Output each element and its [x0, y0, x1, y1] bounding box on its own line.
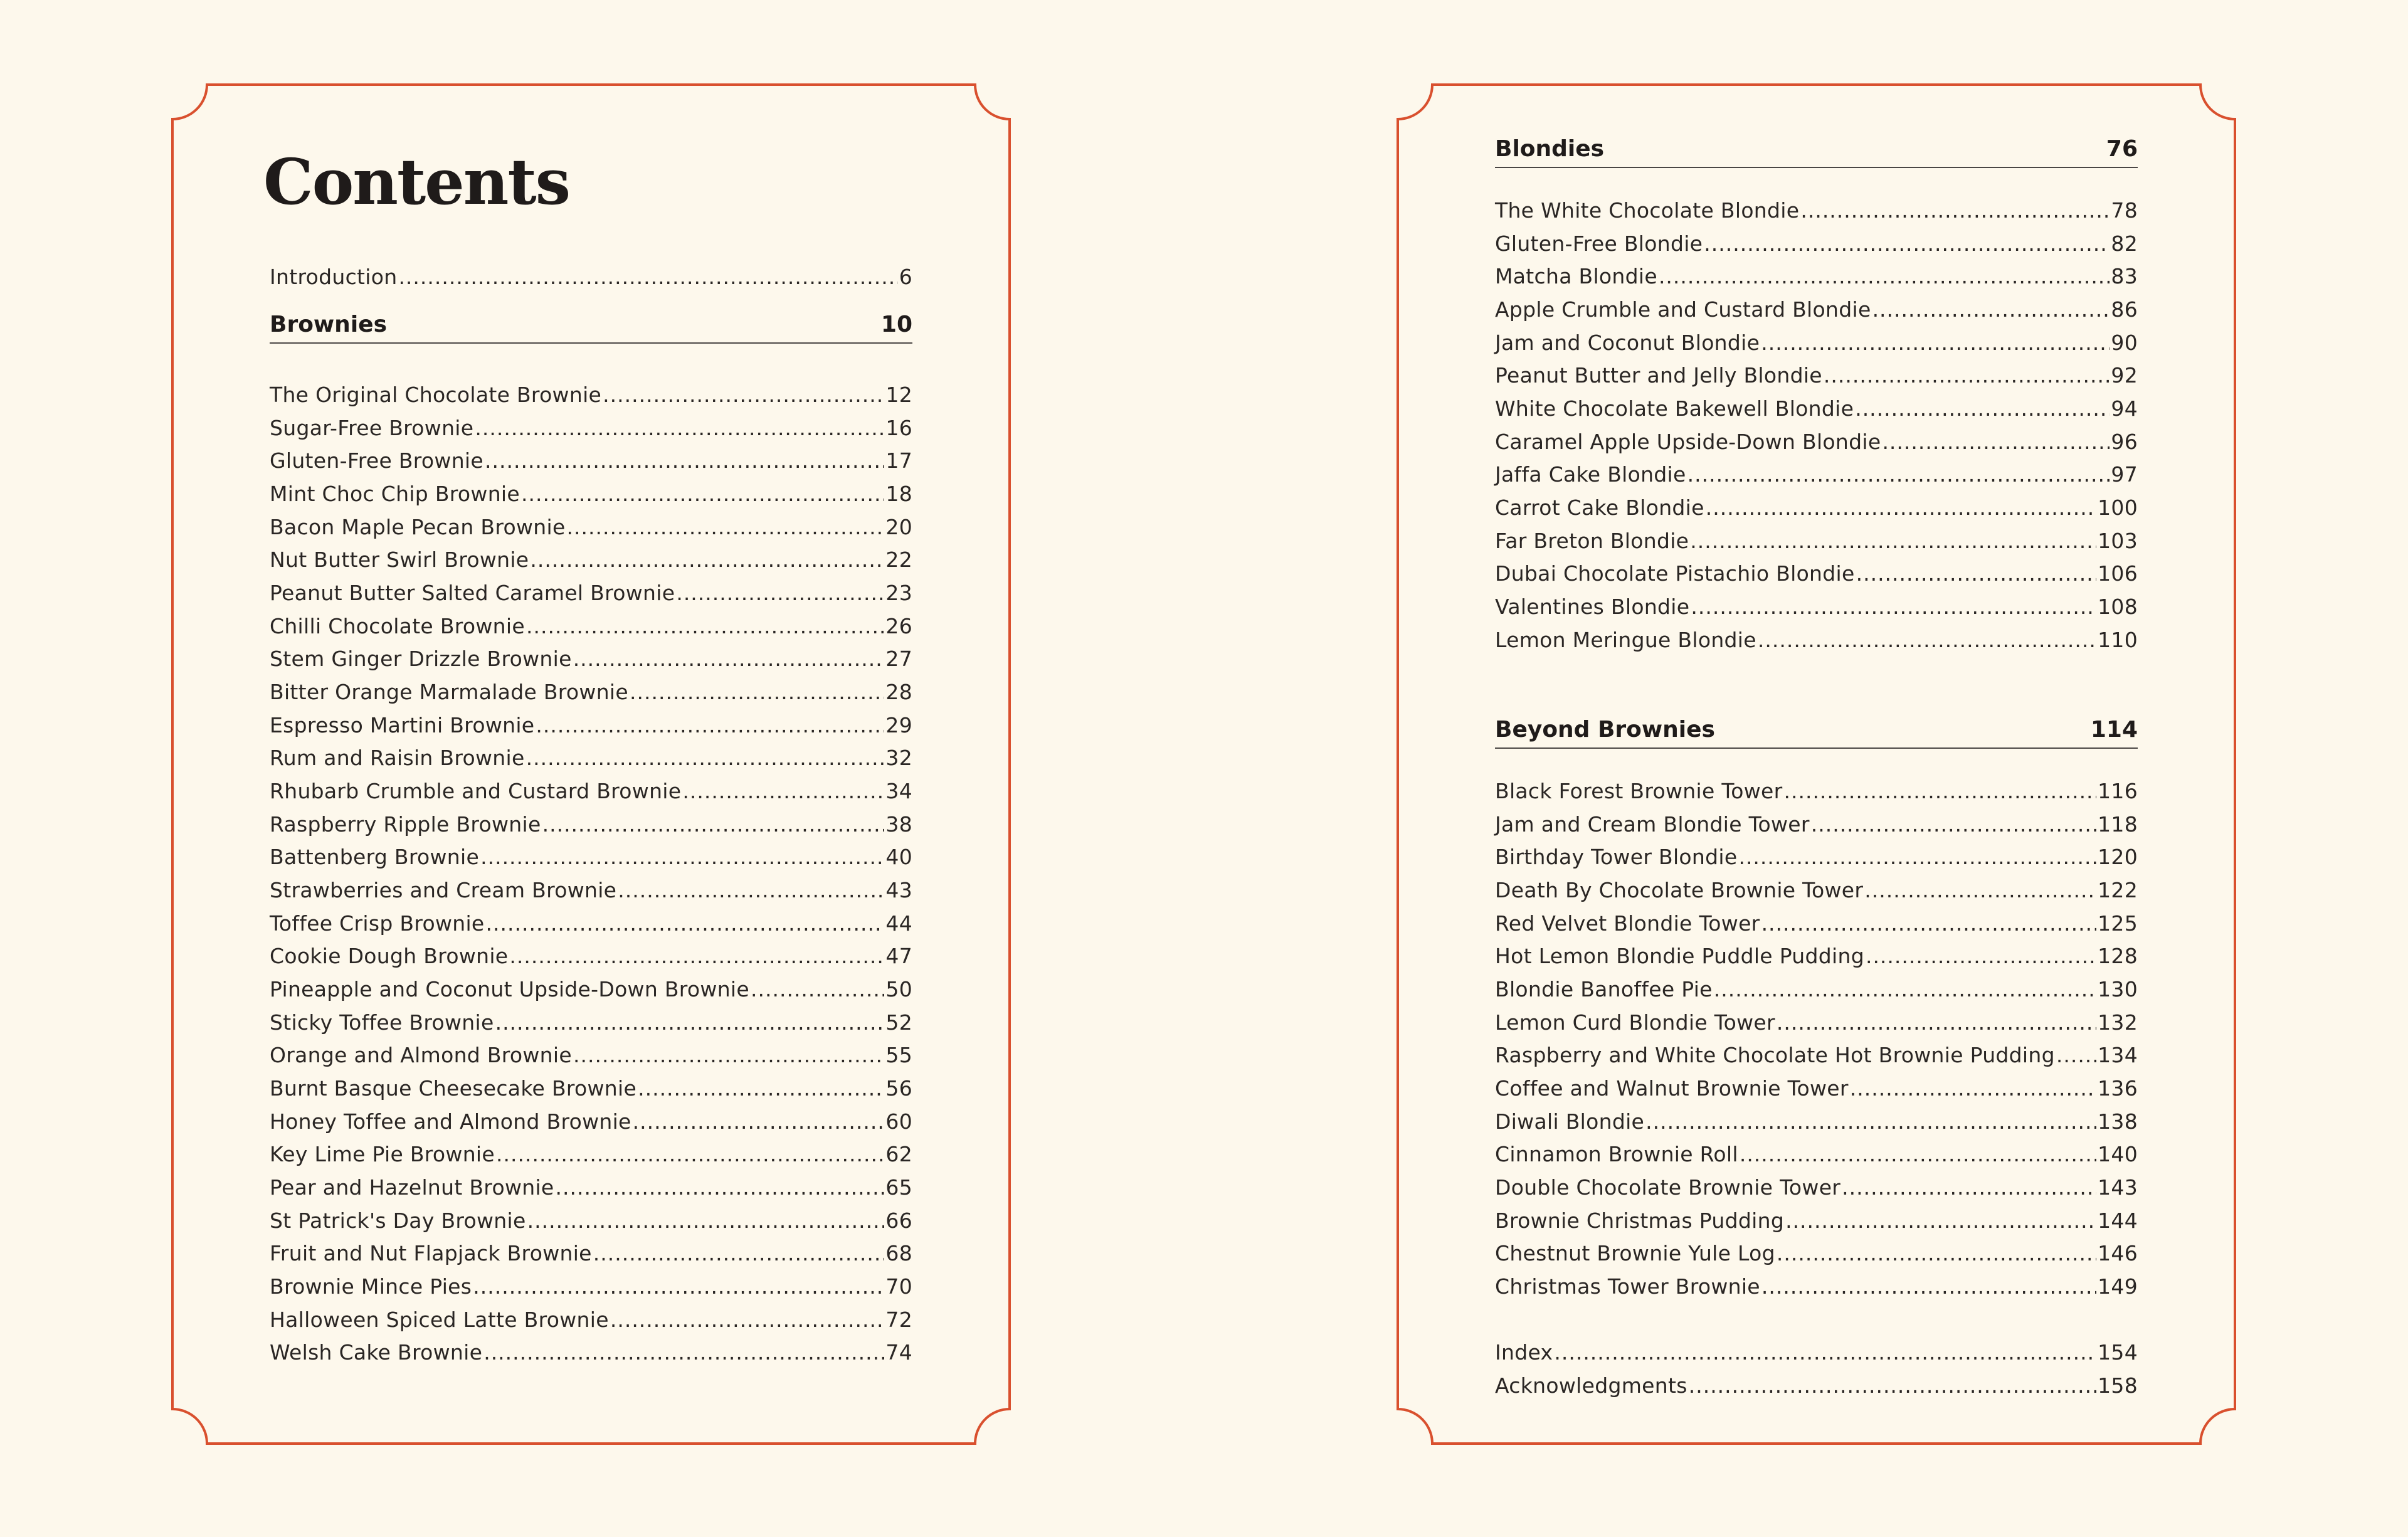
section-title: Brownies: [270, 312, 387, 337]
entry-title: Far Breton Blondie: [1495, 529, 1689, 553]
entry-page: 50: [885, 977, 912, 1001]
entry-page: 47: [885, 944, 912, 968]
entry-page: 29: [885, 713, 912, 737]
entry-page: 12: [885, 383, 912, 407]
entry-title: Rhubarb Crumble and Custard Brownie: [270, 779, 682, 803]
entry-title: Diwali Blondie: [1495, 1109, 1645, 1134]
dot-leader: [1645, 1106, 2096, 1138]
toc-entry[interactable]: [1495, 841, 2138, 874]
dot-leader: [556, 1171, 885, 1204]
toc-entry[interactable]: [1495, 194, 2138, 227]
toc-entry-acknowledgments[interactable]: [1495, 1370, 2138, 1402]
contents-title: Contents: [263, 145, 570, 219]
toc-entry[interactable]: [1495, 260, 2138, 293]
entry-title: Strawberries and Cream Brownie: [270, 878, 617, 902]
section-title: Blondies: [1495, 136, 1605, 162]
dot-leader: [1811, 808, 2096, 841]
toc-entry[interactable]: [270, 379, 912, 411]
entry-title: Double Chocolate Brownie Tower: [1495, 1175, 1841, 1200]
toc-entry[interactable]: [270, 775, 912, 808]
dot-leader: [1659, 260, 2110, 293]
entry-title: Battenberg Brownie: [270, 845, 480, 869]
entry-page: 55: [885, 1043, 912, 1067]
toc-entry[interactable]: [270, 874, 912, 907]
entry-title: Acknowledgments: [1495, 1373, 1687, 1398]
toc-entry[interactable]: [1495, 1138, 2138, 1171]
entry-title: Bacon Maple Pecan Brownie: [270, 515, 566, 539]
dot-leader: [1704, 228, 2110, 260]
entry-page: 143: [2098, 1175, 2138, 1200]
toc-entry[interactable]: [1495, 327, 2138, 359]
toc-entry[interactable]: [270, 445, 912, 477]
dot-leader: [1842, 1171, 2096, 1204]
dot-leader: [542, 808, 885, 841]
entry-title: White Chocolate Bakewell Blondie: [1495, 396, 1854, 421]
entry-page: 20: [885, 515, 912, 539]
toc-entry[interactable]: [270, 1205, 912, 1237]
dot-leader: [1800, 194, 2110, 227]
entry-title: Jam and Cream Blondie Tower: [1495, 812, 1810, 837]
entry-page: 68: [885, 1241, 912, 1265]
entry-title: Valentines Blondie: [1495, 594, 1690, 619]
entry-title: Nut Butter Swirl Brownie: [270, 547, 529, 572]
toc-entry[interactable]: [1495, 1039, 2138, 1072]
toc-entry[interactable]: [270, 412, 912, 445]
entry-page: 128: [2098, 944, 2138, 968]
dot-leader: [638, 1072, 884, 1105]
entry-page: 96: [2111, 430, 2138, 454]
toc-entry-index[interactable]: [1495, 1336, 2138, 1369]
dot-leader: [483, 1336, 884, 1369]
dot-leader: [1785, 1205, 2096, 1237]
toc-entry[interactable]: [270, 511, 912, 544]
entry-title: Red Velvet Blondie Tower: [1495, 911, 1760, 936]
toc-entry[interactable]: [1495, 624, 2138, 657]
toc-entry[interactable]: [1495, 973, 2138, 1006]
dot-leader: [536, 709, 884, 742]
entry-title: The White Chocolate Blondie: [1495, 198, 1800, 223]
toc-entry[interactable]: [270, 676, 912, 709]
entry-page: 130: [2098, 977, 2138, 1001]
dot-leader: [618, 874, 884, 907]
entry-title: Coffee and Walnut Brownie Tower: [1495, 1076, 1849, 1101]
entry-title: Black Forest Brownie Tower: [1495, 779, 1783, 803]
dot-leader: [1864, 874, 2096, 907]
entry-title: Index: [1495, 1340, 1553, 1365]
dot-leader: [633, 1106, 885, 1138]
entry-title: Mint Choc Chip Brownie: [270, 482, 520, 506]
toc-entry[interactable]: [1495, 557, 2138, 590]
dot-leader: [1554, 1336, 2096, 1369]
dot-leader: [1783, 775, 2096, 808]
toc-entry[interactable]: [270, 1304, 912, 1336]
section-page: 10: [880, 312, 912, 337]
dot-leader: [751, 973, 884, 1006]
dot-leader: [485, 445, 884, 477]
entry-title: Raspberry Ripple Brownie: [270, 812, 541, 837]
entry-page: 72: [885, 1307, 912, 1332]
toc-entry[interactable]: [270, 478, 912, 510]
section-page: 114: [2090, 717, 2138, 742]
entry-page: 94: [2111, 396, 2138, 421]
entry-title: Welsh Cake Brownie: [270, 1340, 483, 1365]
entry-title: Fruit and Nut Flapjack Brownie: [270, 1241, 592, 1265]
toc-entry[interactable]: [270, 1138, 912, 1171]
entry-page: 66: [885, 1208, 912, 1233]
entry-page: 90: [2111, 330, 2138, 355]
entry-title: Brownie Mince Pies: [270, 1274, 472, 1299]
toc-entry[interactable]: [1495, 874, 2138, 907]
entry-page: 6: [899, 265, 912, 289]
dot-leader: [486, 907, 885, 940]
entry-title: Orange and Almond Brownie: [270, 1043, 572, 1067]
toc-entry[interactable]: [270, 709, 912, 742]
entry-page: 17: [885, 448, 912, 473]
dot-leader: [1882, 426, 2110, 458]
dot-leader: [573, 1039, 884, 1072]
toc-entry[interactable]: [270, 973, 912, 1006]
entry-page: 116: [2098, 779, 2138, 803]
entry-page: 138: [2098, 1109, 2138, 1134]
entry-page: 92: [2111, 363, 2138, 388]
toc-entry[interactable]: [1495, 1270, 2138, 1303]
toc-entry[interactable]: [1495, 1237, 2138, 1270]
entry-title: Matcha Blondie: [1495, 264, 1657, 288]
toc-entry[interactable]: [270, 577, 912, 610]
dot-leader: [495, 1006, 885, 1039]
entry-page: 38: [885, 812, 912, 837]
toc-entry[interactable]: [1495, 458, 2138, 491]
toc-entry[interactable]: [270, 1237, 912, 1270]
toc-entry[interactable]: [1495, 1171, 2138, 1204]
dot-leader: [573, 643, 885, 675]
entry-page: 40: [885, 845, 912, 869]
dot-leader: [1690, 525, 2096, 557]
dot-leader: [1872, 293, 2110, 326]
entry-title: Chilli Chocolate Brownie: [270, 614, 525, 638]
entry-title: Apple Crumble and Custard Blondie: [1495, 297, 1871, 322]
dot-leader: [1758, 624, 2096, 657]
entry-title: Gluten-Free Blondie: [1495, 231, 1703, 256]
toc-entry[interactable]: [1495, 359, 2138, 392]
entry-page: 136: [2098, 1076, 2138, 1101]
entry-title: Lemon Curd Blondie Tower: [1495, 1010, 1775, 1035]
entry-page: 52: [885, 1010, 912, 1035]
dot-leader: [1824, 359, 2110, 392]
dot-leader: [398, 261, 897, 293]
toc-entry[interactable]: [1495, 293, 2138, 326]
dot-leader: [1740, 1138, 2096, 1171]
section-title: Beyond Brownies: [1495, 717, 1715, 742]
dot-leader: [1761, 907, 2097, 940]
entry-page: 100: [2098, 495, 2138, 520]
dot-leader: [1856, 557, 2097, 590]
entry-page: 32: [885, 746, 912, 770]
dot-leader: [1738, 841, 2096, 874]
section-header-beyond-brownies[interactable]: [1495, 707, 2138, 749]
dot-leader: [1691, 591, 2096, 623]
entry-page: 28: [885, 680, 912, 704]
dot-leader: [1761, 1270, 2096, 1303]
entry-page: 22: [885, 547, 912, 572]
entry-title: Raspberry and White Chocolate Hot Brownie Pudding: [1495, 1043, 2055, 1067]
entry-page: 140: [2098, 1142, 2138, 1166]
entry-title: Peanut Butter and Jelly Blondie: [1495, 363, 1822, 388]
toc-entry[interactable]: [270, 940, 912, 973]
toc-entry-introduction[interactable]: [270, 261, 912, 293]
section-page: 76: [2106, 136, 2138, 162]
entry-page: 70: [885, 1274, 912, 1299]
entry-page: 86: [2111, 297, 2138, 322]
dot-leader: [610, 1304, 885, 1336]
entry-title: Stem Ginger Drizzle Brownie: [270, 647, 572, 671]
entry-title: St Patrick's Day Brownie: [270, 1208, 526, 1233]
toc-entry[interactable]: [270, 907, 912, 940]
dot-leader: [1777, 1006, 2096, 1039]
dot-leader: [475, 412, 884, 445]
toc-entry[interactable]: [1495, 775, 2138, 808]
toc-entry[interactable]: [1495, 1072, 2138, 1105]
entry-page: 108: [2098, 594, 2138, 619]
entry-title: Blondie Banoffee Pie: [1495, 977, 1713, 1001]
entry-title: Christmas Tower Brownie: [1495, 1274, 1760, 1299]
dot-leader: [530, 544, 884, 576]
entry-title: Key Lime Pie Brownie: [270, 1142, 495, 1166]
entry-title: Pineapple and Coconut Upside-Down Brownie: [270, 977, 749, 1001]
dot-leader: [603, 379, 884, 411]
dot-leader: [1689, 1370, 2096, 1402]
entry-title: Carrot Cake Blondie: [1495, 495, 1704, 520]
entry-title: Toffee Crisp Brownie: [270, 911, 485, 936]
dot-leader: [2056, 1039, 2096, 1072]
entry-title: Pear and Hazelnut Brownie: [270, 1175, 554, 1200]
toc-entry[interactable]: [270, 643, 912, 675]
toc-entry[interactable]: [1495, 1106, 2138, 1138]
entry-title: Introduction: [270, 265, 398, 289]
entry-page: 97: [2111, 462, 2138, 487]
toc-entry[interactable]: [270, 544, 912, 576]
dot-leader: [521, 478, 884, 510]
dot-leader: [1706, 492, 2096, 524]
entry-page: 27: [885, 647, 912, 671]
entry-title: Cookie Dough Brownie: [270, 944, 509, 968]
entry-page: 60: [885, 1109, 912, 1134]
toc-entry[interactable]: [270, 1006, 912, 1039]
entry-page: 23: [885, 581, 912, 605]
toc-entry[interactable]: [270, 841, 912, 874]
entry-title: Chestnut Brownie Yule Log: [1495, 1241, 1775, 1265]
entry-title: Death By Chocolate Brownie Tower: [1495, 878, 1864, 902]
entry-page: 144: [2098, 1208, 2138, 1233]
entry-title: Sticky Toffee Brownie: [270, 1010, 494, 1035]
entry-title: Peanut Butter Salted Caramel Brownie: [270, 581, 675, 605]
toc-entry[interactable]: [270, 1072, 912, 1105]
entry-title: Hot Lemon Blondie Puddle Pudding: [1495, 944, 1864, 968]
toc-entry[interactable]: [270, 808, 912, 841]
entry-page: 43: [885, 878, 912, 902]
toc-entry[interactable]: [1495, 1006, 2138, 1039]
entry-title: Birthday Tower Blondie: [1495, 845, 1738, 869]
entry-title: Bitter Orange Marmalade Brownie: [270, 680, 628, 704]
toc-entry[interactable]: [1495, 525, 2138, 557]
entry-page: 125: [2098, 911, 2138, 936]
entry-page: 56: [885, 1076, 912, 1101]
entry-title: The Original Chocolate Brownie: [270, 383, 602, 407]
entry-page: 16: [885, 416, 912, 440]
entry-page: 122: [2098, 878, 2138, 902]
toc-entry[interactable]: [1495, 808, 2138, 841]
entry-page: 103: [2098, 529, 2138, 553]
entry-title: Espresso Martini Brownie: [270, 713, 535, 737]
entry-page: 110: [2098, 628, 2138, 652]
entry-page: 149: [2098, 1274, 2138, 1299]
dot-leader: [567, 511, 885, 544]
dot-leader: [1777, 1237, 2096, 1270]
entry-title: Gluten-Free Brownie: [270, 448, 483, 473]
toc-entry[interactable]: [270, 742, 912, 774]
toc-entry[interactable]: [270, 1270, 912, 1303]
toc-entry[interactable]: [1495, 492, 2138, 524]
dot-leader: [682, 775, 884, 808]
toc-entry[interactable]: [270, 1039, 912, 1072]
dot-leader: [527, 1205, 885, 1237]
entry-title: Sugar-Free Brownie: [270, 416, 474, 440]
entry-page: 18: [885, 482, 912, 506]
entry-title: Jam and Coconut Blondie: [1495, 330, 1760, 355]
toc-entry[interactable]: [1495, 426, 2138, 458]
toc-entry[interactable]: [1495, 907, 2138, 940]
dot-leader: [509, 940, 884, 973]
toc-entry[interactable]: [270, 1171, 912, 1204]
toc-entry[interactable]: [1495, 940, 2138, 973]
entry-page: 62: [885, 1142, 912, 1166]
dot-leader: [1855, 393, 2110, 425]
toc-entry[interactable]: [1495, 591, 2138, 623]
dot-leader: [473, 1270, 884, 1303]
section-header-blondies[interactable]: [1495, 127, 2138, 168]
dot-leader: [1850, 1072, 2096, 1105]
dot-leader: [526, 742, 885, 774]
dot-leader: [1714, 973, 2096, 1006]
entry-page: 118: [2098, 812, 2138, 837]
entry-title: Burnt Basque Cheesecake Brownie: [270, 1076, 637, 1101]
entry-page: 44: [885, 911, 912, 936]
entry-page: 134: [2098, 1043, 2138, 1067]
entry-title: Lemon Meringue Blondie: [1495, 628, 1756, 652]
entry-title: Cinnamon Brownie Roll: [1495, 1142, 1738, 1166]
entry-page: 34: [885, 779, 912, 803]
entry-title: Caramel Apple Upside-Down Blondie: [1495, 430, 1881, 454]
entry-title: Halloween Spiced Latte Brownie: [270, 1307, 609, 1332]
toc-entry[interactable]: [1495, 228, 2138, 260]
entry-page: 82: [2111, 231, 2138, 256]
section-header-brownies[interactable]: [270, 302, 912, 344]
entry-page: 106: [2098, 561, 2138, 586]
dot-leader: [496, 1138, 884, 1171]
entry-page: 26: [885, 614, 912, 638]
dot-leader: [593, 1237, 885, 1270]
entry-page: 132: [2098, 1010, 2138, 1035]
toc-entry[interactable]: [1495, 1205, 2138, 1237]
dot-leader: [1866, 940, 2096, 973]
entry-page: 78: [2111, 198, 2138, 223]
toc-entry[interactable]: [270, 610, 912, 643]
entry-title: Brownie Christmas Pudding: [1495, 1208, 1785, 1233]
dot-leader: [526, 610, 884, 643]
entry-title: Rum and Raisin Brownie: [270, 746, 525, 770]
dot-leader: [1687, 458, 2110, 491]
entry-title: Dubai Chocolate Pistachio Blondie: [1495, 561, 1855, 586]
toc-entry[interactable]: [270, 1106, 912, 1138]
dot-leader: [630, 676, 884, 709]
entry-title: Honey Toffee and Almond Brownie: [270, 1109, 631, 1134]
entry-page: 154: [2098, 1340, 2138, 1365]
entry-page: 146: [2098, 1241, 2138, 1265]
dot-leader: [480, 841, 884, 874]
entry-page: 65: [885, 1175, 912, 1200]
dot-leader: [676, 577, 884, 610]
entry-page: 74: [885, 1340, 912, 1365]
entry-page: 120: [2098, 845, 2138, 869]
entry-page: 158: [2098, 1373, 2138, 1398]
toc-entry[interactable]: [270, 1336, 912, 1369]
dot-leader: [1761, 327, 2110, 359]
toc-entry[interactable]: [1495, 393, 2138, 425]
entry-title: Jaffa Cake Blondie: [1495, 462, 1686, 487]
entry-page: 83: [2111, 264, 2138, 288]
